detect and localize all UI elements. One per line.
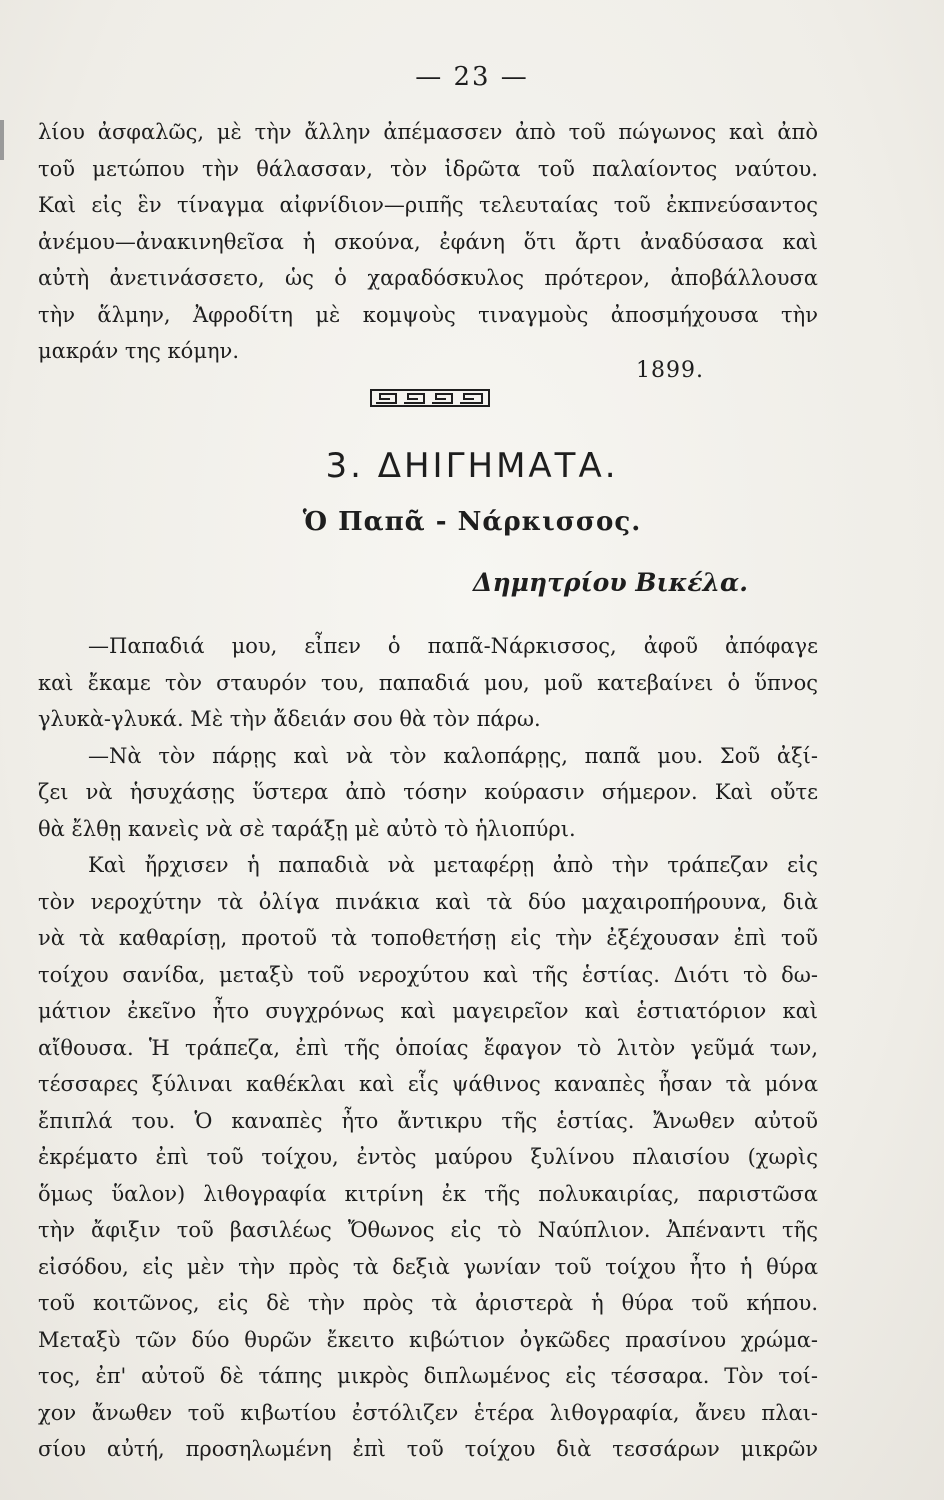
text-line: τὸν νεροχύτην τὰ ὀλίγα πινάκια καὶ τὰ δύο μαχαιροπήρουνα, διὰ	[38, 889, 818, 914]
text-line: εἰσόδου, εἰς μὲν τὴν πρὸς τὰ δεξιὰ γωνίαν τοῦ τοίχου ἦτο ἡ θύρα	[38, 1254, 818, 1279]
text-line: τοῦ κοιτῶνος, εἰς δὲ τὴν πρὸς τὰ ἀριστερὰ ἡ θύρα τοῦ κήπου.	[38, 1291, 818, 1315]
greek-key-ornament	[370, 387, 490, 409]
text-line: ἀνέμου—ἀνακινηθεῖσα ἡ σκούνα, ἐφάνη ὅτι ἄρτι ἀναδύσασα καὶ	[38, 229, 818, 254]
text-line: τέσσαρες ξύλιναι καθέκλαι καὶ εἷς ψάθινος καναπὲς ἦσαν τὰ μόνα	[38, 1072, 818, 1096]
text-line: τοίχου σανίδα, μεταξὺ τοῦ νεροχύτου καὶ τῆς ἑστίας. Διότι τὸ δω-	[38, 962, 818, 987]
text-line: νὰ τὰ καθαρίσῃ, προτοῦ τὰ τοποθετήσῃ εἰς τὴν ἐξέχουσαν ἐπὶ τοῦ	[38, 926, 818, 950]
text-line: μάτιον ἐκεῖνο ἦτο συγχρόνως καὶ μαγειρεῖον καὶ ἑστιατόριον καὶ	[38, 999, 818, 1023]
text-line: τὴν ἄφιξιν τοῦ βασιλέως Ὄθωνος εἰς τὸ Ναύπλιον. Ἀπέναντι τῆς	[38, 1218, 818, 1242]
text-line: —Νὰ τὸν πάρῃς καὶ νὰ τὸν καλοπάρῃς, παπᾶ μου. Σοῦ ἀξί-	[88, 743, 818, 768]
story-body	[38, 628, 818, 1468]
section-heading: 3. ΔΗΙΓΗΜΑΤΑ.	[325, 446, 619, 486]
text-line: ἐκρέματο ἐπὶ τοῦ τοίχου, ἐντὸς μαύρου ξυλίνου πλαισίου (χωρὶς	[38, 1145, 818, 1169]
text-line: τος, ἐπ' αὐτοῦ δὲ τάπης μικρὸς διπλωμένος εἰς τέσσαρα. Τὸν τοί-	[38, 1364, 818, 1388]
text-line: Καὶ εἰς ἓν τίναγμα αἰφνίδιον—ριπῆς τελευταίας τοῦ ἐκπνεύσαντος	[38, 193, 818, 217]
text-line: καὶ ἔκαμε τὸν σταυρόν του, παπαδιά μου, μοῦ κατεβαίνει ὁ ὕπνος	[38, 670, 818, 695]
date-signature: 1899.	[636, 358, 704, 383]
text-line: Μεταξὺ τῶν δύο θυρῶν ἔκειτο κιβώτιον ὀγκῶδες πρασίνου χρώμα-	[38, 1327, 818, 1352]
page-number: — 23 —	[415, 62, 529, 92]
text-line: χον ἄνωθεν τοῦ κιβωτίου ἐστόλιζεν ἑτέρα λιθογραφία, ἄνευ πλαι-	[38, 1400, 818, 1425]
story-title: Ὁ Παπᾶ - Νάρκισσος.	[302, 507, 642, 537]
text-line: θὰ ἔλθῃ κανεὶς νὰ σὲ ταράξῃ μὲ αὐτὸ τὸ ἡλιοπύρι.	[38, 816, 576, 841]
text-line: τὴν ἅλμην, Ἀφροδίτη μὲ κομψοὺς τιναγμοὺς ἀποσμήχουσα τὴν	[38, 302, 818, 327]
text-line: αὐτὴ ἀνετινάσσετο, ὡς ὁ χαραδόσκυλος πρότερον, ἀποβάλλουσα	[38, 266, 818, 290]
text-line: ὅμως ὕαλον) λιθογραφία κιτρίνη ἐκ τῆς πολυκαιρίας, παριστῶσα	[38, 1181, 818, 1206]
text-line: μακράν της κόμην.	[38, 339, 239, 363]
text-line: γλυκὰ-γλυκά. Μὲ τὴν ἄδειάν σου θὰ τὸν πάρω.	[38, 707, 541, 731]
text-line: αἴθουσα. Ἡ τράπεζα, ἐπὶ τῆς ὁποίας ἔφαγον τὸ λιτὸν γεῦμά των,	[38, 1035, 818, 1060]
top-paragraph	[38, 114, 818, 370]
text-line: ἔπιπλά του. Ὁ καναπὲς ἦτο ἄντικρυ τῆς ἑστίας. Ἄνωθεν αὐτοῦ	[38, 1108, 818, 1133]
text-line: τοῦ μετώπου τὴν θάλασσαν, τὸν ἱδρῶτα τοῦ παλαίοντος ναύτου.	[38, 156, 818, 181]
text-line: σίου αὐτή, προσηλωμένη ἐπὶ τοῦ τοίχου διὰ τεσσάρων μικρῶν	[38, 1437, 818, 1461]
text-line: ζει νὰ ἡσυχάσῃς ὕστερα ἀπὸ τόσην κούρασιν σήμερον. Καὶ οὔτε	[38, 780, 818, 804]
text-line: —Παπαδιά μου, εἶπεν ὁ παπᾶ-Νάρκισσος, ἀφοῦ ἀπόφαγε	[88, 634, 818, 658]
text-line: λίου ἀσφαλῶς, μὲ τὴν ἄλλην ἀπέμασσεν ἀπὸ τοῦ πώγωνος καὶ ἀπὸ	[38, 120, 818, 144]
author-name: Δημητρίου Βικέλα.	[473, 568, 748, 597]
scan-edge-mark	[0, 120, 4, 160]
text-line: Καὶ ἤρχισεν ἡ παπαδιὰ νὰ μεταφέρῃ ἀπὸ τὴν τράπεζαν εἰς	[88, 853, 818, 877]
